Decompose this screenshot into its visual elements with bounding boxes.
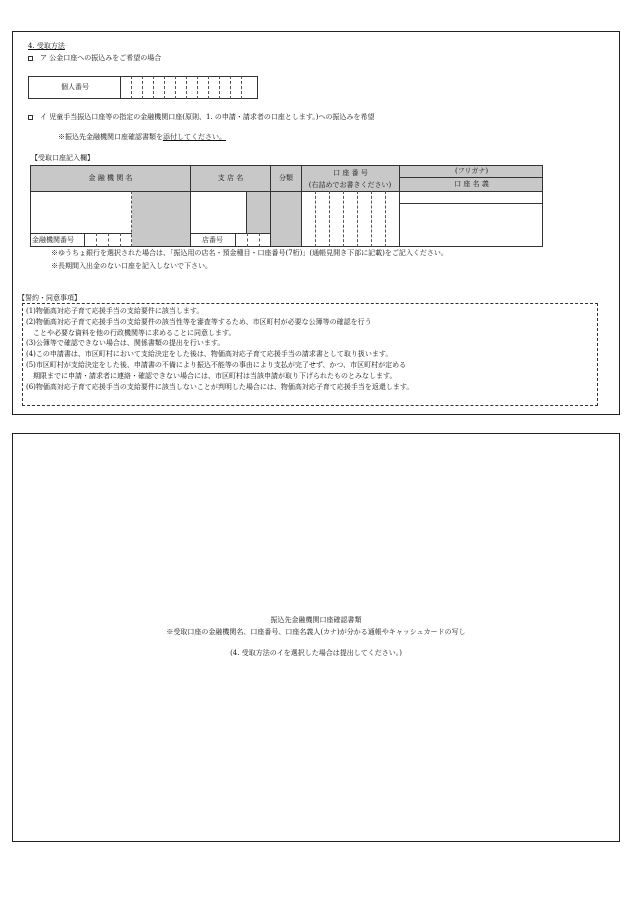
- my-number-cell-divider: [230, 76, 231, 99]
- my-number-cell-divider: [219, 76, 220, 99]
- bank-code-label: 金融機関番号: [32, 236, 74, 244]
- consent-item: (2)物価高対応子育て応援手当の支給要件の該当性等を審査等するため、市区町村が必要な公簿等の確認を行う: [26, 317, 372, 326]
- account-digit-divider: [357, 191, 358, 247]
- my-number-cell-divider: [142, 76, 143, 99]
- account-digit-divider: [343, 191, 344, 247]
- bank-name-input[interactable]: [31, 192, 131, 232]
- account-digit-divider: [315, 191, 316, 247]
- attach-note-prefix: ※振込先金融機関口座確認書類を: [58, 133, 163, 141]
- account-number-sub: (右詰めでお書きください): [308, 181, 392, 189]
- consent-item: (4)この申請書は、市区町村において支給決定をした後は、物価高対応子育て応援手当の請求書として取り扱います。: [26, 350, 393, 359]
- option-i-label: イ 児童手当振込口座等の指定の金融機関口座(原則、1. の申請・請求者の口座とします。)への振込みを希望: [40, 113, 375, 121]
- yucho-note: ※ゆうちょ銀行を選択された場合は、「振込用の店名・預金種目・口座番号(7桁)」(通帳見開き下部に記載)をご記入ください。: [51, 249, 448, 257]
- consent-item: 期限までに申請・請求者に連絡・確認できない場合には、市区町村は当該申請が取り下げられたものとみなします。: [26, 371, 397, 380]
- account-table-caption: 【受取口座記入欄】: [31, 154, 94, 162]
- attachment-condition: (4. 受取方法のイを選択した場合は提出してください。): [230, 649, 402, 657]
- attachment-box: [12, 433, 620, 842]
- account-digit-divider: [371, 191, 372, 247]
- account-digit-divider: [385, 191, 386, 247]
- account-number-header: 口 座 番 号: [333, 169, 368, 177]
- consent-item: (6)物価高対応子育て応援手当の支給要件に該当しないことが判明した場合には、物価高対応子育て応援手当を返還します。: [26, 382, 414, 391]
- consent-item: (3)公簿等で確認できない場合は、関係書類の提出を行います。: [26, 339, 225, 348]
- furigana-input[interactable]: [400, 192, 542, 203]
- my-number-cell-divider: [131, 76, 132, 99]
- account-holder-input[interactable]: [400, 204, 542, 246]
- attach-note-underlined: 添付してください。: [163, 133, 226, 141]
- consent-item: (1)物価高対応子育て応援手当の支給要件に該当します。: [26, 307, 204, 315]
- my-number-label: 個人番号: [61, 83, 89, 91]
- consent-heading: 【誓約・同意事項】: [18, 294, 81, 302]
- my-number-cell-divider: [197, 76, 198, 99]
- consent-item: ことや必要な資料を他の行政機関等に求めることに同意します。: [26, 328, 236, 337]
- my-number-cell-divider: [153, 76, 154, 99]
- option-i-checkbox[interactable]: [28, 115, 33, 120]
- option-a-checkbox[interactable]: [28, 56, 33, 61]
- my-number-cell-divider: [186, 76, 187, 99]
- my-number-cell-divider: [175, 76, 176, 99]
- furigana-header: (フリガナ): [454, 167, 489, 175]
- section-heading: 4. 受取方法: [28, 42, 65, 50]
- option-a-label: ア 公金口座への振込みをご希望の場合: [40, 54, 162, 62]
- consent-item: (5)市区町村が支給決定をした後、申請書の不備により振込不能等の事由により支払が完了せず、かつ、市区町村が定める: [26, 361, 407, 369]
- attachment-description: ※受取口座の金融機関名、口座番号、口座名義人(カナ)が分かる通帳やキャッシュカードの写し: [166, 628, 466, 636]
- category-header: 分類: [279, 174, 293, 182]
- dormant-note: ※長期間入出金のない口座を記入しないで下さい。: [51, 262, 212, 270]
- branch-code-label: 店番号: [202, 236, 223, 244]
- attach-note: [58, 134, 226, 141]
- bank-name-header: 金 融 機 関 名: [88, 174, 133, 182]
- my-number-cell-divider: [164, 76, 165, 99]
- branch-name-input[interactable]: [191, 192, 246, 232]
- my-number-cell-divider: [241, 76, 242, 99]
- my-number-cell-divider: [208, 76, 209, 99]
- branch-header: 支 店 名: [217, 174, 244, 182]
- attachment-title: 振込先金融機関口座確認書類: [270, 616, 362, 624]
- account-digit-divider: [329, 191, 330, 247]
- holder-header: 口 座 名 義: [454, 180, 489, 188]
